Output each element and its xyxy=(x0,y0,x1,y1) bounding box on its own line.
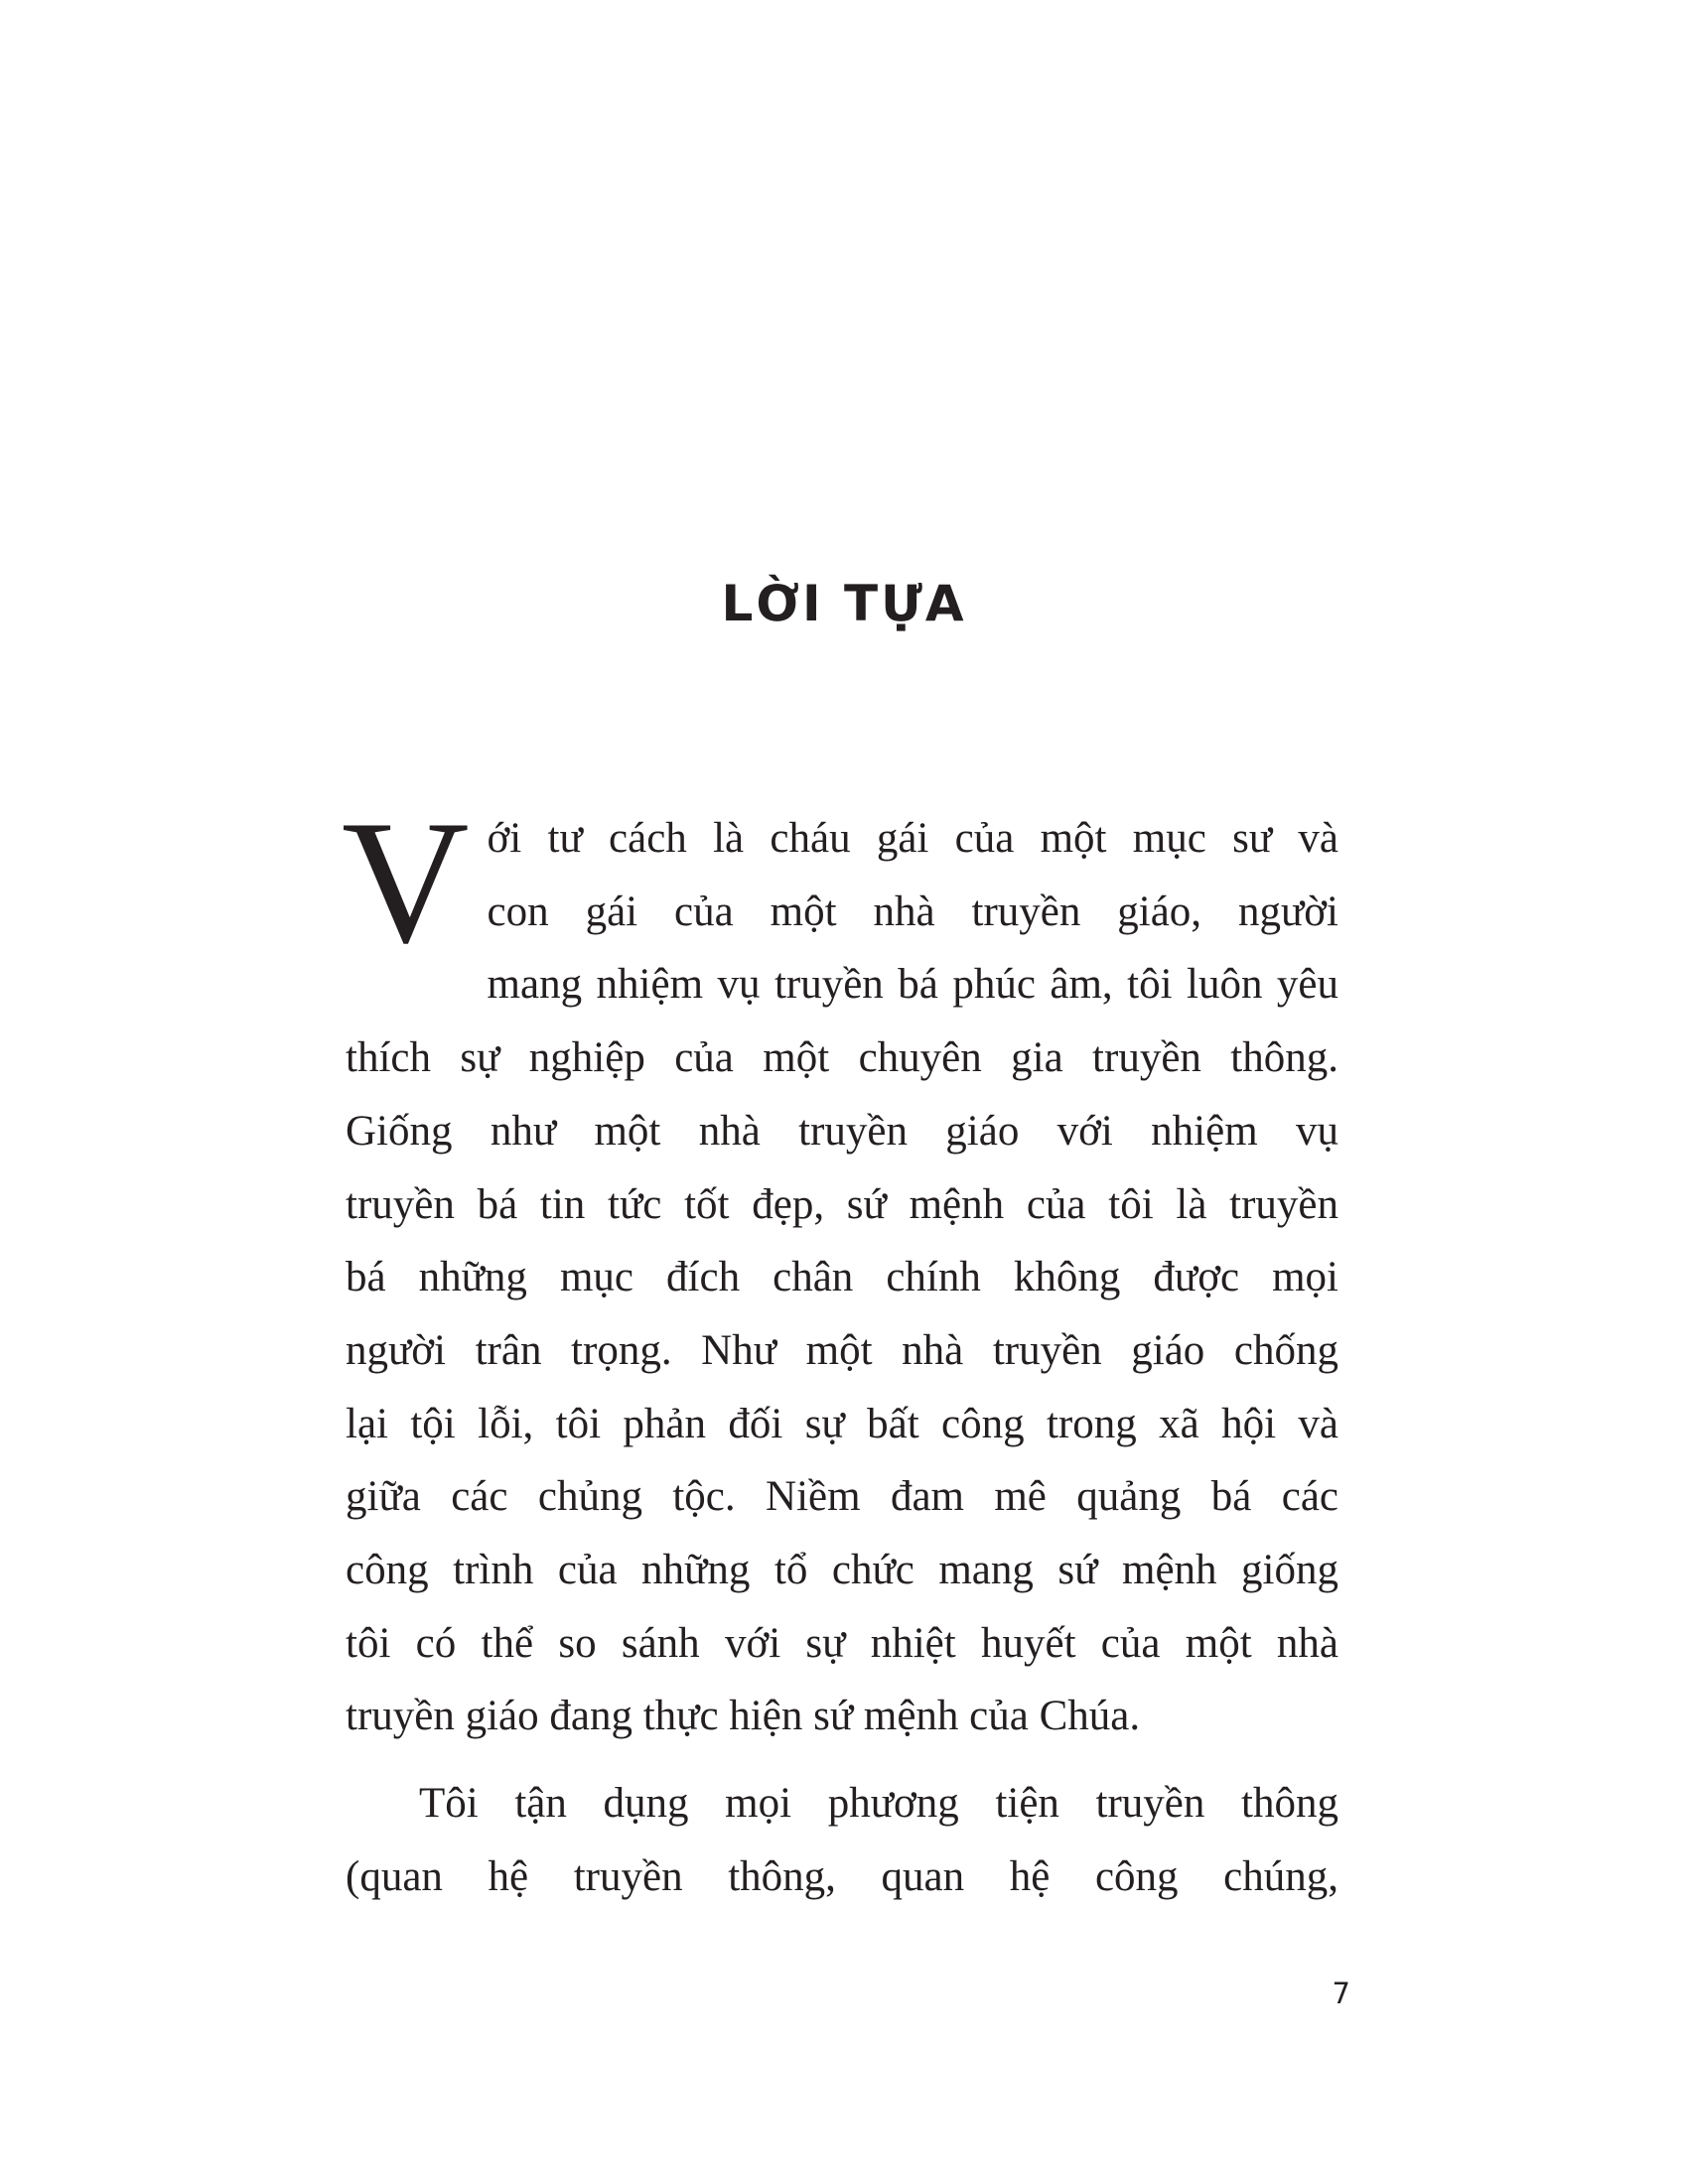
text-line: người trân trọng. Như một nhà truyền giáo chống xyxy=(346,1326,1338,1374)
text-line: truyền giáo đang thực hiện sứ mệnh của Chúa. xyxy=(346,1693,1141,1740)
text-line: (quan hệ truyền thông, quan hệ công chúng, xyxy=(346,1852,1338,1900)
page-number: 7 xyxy=(1332,1977,1350,2010)
text-line: lại tội lỗi, tôi phản đối sự bất công trong xã hội và xyxy=(346,1400,1338,1447)
text-line: giữa các chủng tộc. Niềm đam mê quảng bá các xyxy=(346,1473,1338,1521)
text-line: con gái của một nhà truyền giáo, người xyxy=(487,887,1338,935)
text-line: ới tư cách là cháu gái của một mục sư và xyxy=(487,815,1338,862)
body-text xyxy=(342,783,1338,1914)
paragraph-2 xyxy=(346,1767,1338,1913)
text-line: thích sự nghiệp của một chuyên gia truyền thông. xyxy=(346,1034,1338,1082)
text-line: bá những mục đích chân chính không được mọi xyxy=(346,1254,1338,1301)
paragraph-1 xyxy=(342,783,1338,1753)
text-line: tôi có thể so sánh với sự nhiệt huyết của một nhà xyxy=(346,1619,1338,1667)
text-line: Giống như một nhà truyền giáo với nhiệm vụ xyxy=(346,1107,1338,1155)
chapter-title: LỜI TỰA xyxy=(721,575,967,632)
drop-cap-letter: V xyxy=(342,783,470,980)
text-line: công trình của những tổ chức mang sứ mệnh giống xyxy=(346,1547,1338,1594)
text-line: Tôi tận dụng mọi phương tiện truyền thông xyxy=(419,1780,1338,1828)
text-line: truyền bá tin tức tốt đẹp, sứ mệnh của tôi là truyền xyxy=(346,1180,1338,1228)
text-line: mang nhiệm vụ truyền bá phúc âm, tôi luôn yêu xyxy=(487,961,1338,1009)
